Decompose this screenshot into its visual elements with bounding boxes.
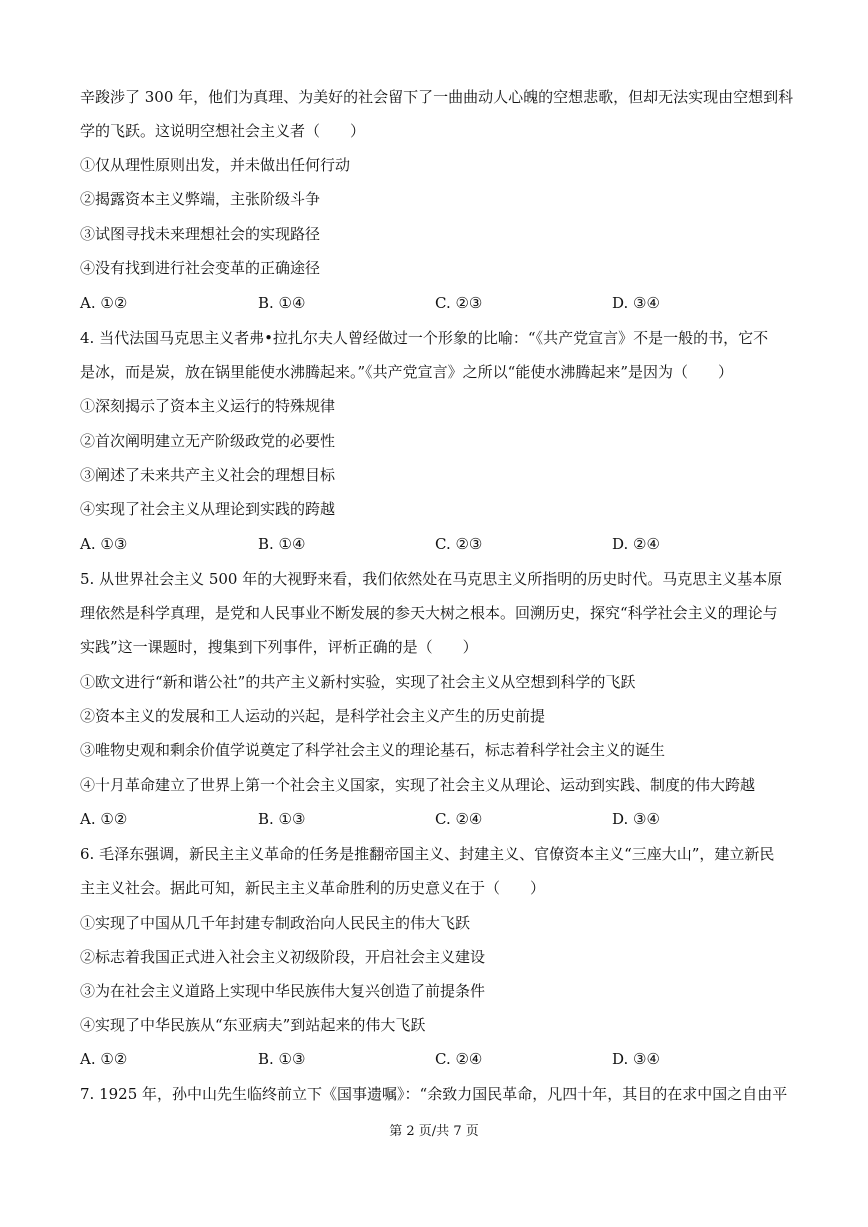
q4-stem-line: 是冰，而是炭，放在锅里能使水沸腾起来。”《共产党宣言》之所以“能使水沸腾起来”是因为（ ） [80, 363, 734, 381]
q5-option-c[interactable]: C. ②④ [435, 810, 483, 828]
q5-stem-line: 5. 从世界社会主义 500 年的大视野来看，我们依然处在马克思主义所指明的历史时代。马克思主义基本原 [80, 570, 783, 588]
q4-option-a[interactable]: A. ①③ [80, 535, 128, 553]
q5-stem-line: 理依然是科学真理，是党和人民事业不断发展的参天大树之根本。回溯历史，探究“科学社会主义的理论与 [80, 604, 778, 622]
q5-item: ②资本主义的发展和工人运动的兴起，是科学社会主义产生的历史前提 [80, 707, 546, 725]
q5-item: ③唯物史观和剩余价值学说奠定了科学社会主义的理论基石，标志着科学社会主义的诞生 [80, 741, 666, 759]
q3-options [80, 293, 792, 313]
q5-option-d[interactable]: D. ③④ [612, 810, 660, 828]
q6-stem-line: 6. 毛泽东强调，新民主主义革命的任务是推翻帝国主义、封建主义、官僚资本主义“三座大山”，建立新民 [80, 845, 775, 863]
q3-option-d[interactable]: D. ③④ [612, 294, 660, 312]
q4-option-c[interactable]: C. ②③ [435, 535, 483, 553]
q6-item: ③为在社会主义道路上实现中华民族伟大复兴创造了前提条件 [80, 982, 486, 1000]
q4-stem-line: 4. 当代法国马克思主义者弗•拉扎尔夫人曾经做过一个形象的比喻：“《共产党宣言》不是一般的书，它不 [80, 329, 769, 347]
q6-options [80, 1049, 792, 1069]
q4-item: ②首次阐明建立无产阶级政党的必要性 [80, 432, 336, 450]
q3-option-a[interactable]: A. ①② [80, 294, 128, 312]
q3-item: ④没有找到进行社会变革的正确途径 [80, 259, 321, 277]
q5-options [80, 809, 792, 829]
q3-option-b[interactable]: B. ①④ [258, 294, 306, 312]
q6-option-b[interactable]: B. ①③ [258, 1050, 306, 1068]
q6-item: ④实现了中华民族从“东亚病夫”到站起来的伟大飞跃 [80, 1016, 426, 1034]
q3-item: ③试图寻找未来理想社会的实现路径 [80, 225, 321, 243]
q6-item: ②标志着我国正式进入社会主义初级阶段，开启社会主义建设 [80, 948, 486, 966]
q6-option-d[interactable]: D. ③④ [612, 1050, 660, 1068]
q6-item: ①实现了中国从几千年封建专制政治向人民民主的伟大飞跃 [80, 914, 471, 932]
q5-item: ①欧文进行“新和谐公社”的共产主义新村实验，实现了社会主义从空想到科学的飞跃 [80, 673, 636, 691]
q4-option-d[interactable]: D. ②④ [612, 535, 660, 553]
q6-stem-line: 主主义社会。据此可知，新民主主义革命胜利的历史意义在于（ ） [80, 879, 546, 897]
page-footer: 第 2 页/共 7 页 [389, 1124, 479, 1139]
q3-item: ②揭露资本主义弊端，主张阶级斗争 [80, 190, 321, 208]
q3-item: ①仅从理性原则出发，并未做出任何行动 [80, 156, 351, 174]
q3-stem-line: 学的飞跃。这说明空想社会主义者（ ） [80, 122, 366, 140]
q6-option-a[interactable]: A. ①② [80, 1050, 128, 1068]
q4-options [80, 534, 792, 554]
q5-option-b[interactable]: B. ①③ [258, 810, 306, 828]
q5-item: ④十月革命建立了世界上第一个社会主义国家，实现了社会主义从理论、运动到实践、制度的伟大跨越 [80, 776, 756, 794]
q6-option-c[interactable]: C. ②④ [435, 1050, 483, 1068]
q3-stem-line: 辛踆涉了 300 年，他们为真理、为美好的社会留下了一曲曲动人心魄的空想悲歌，但却无法实现由空想到科 [80, 88, 794, 106]
q5-option-a[interactable]: A. ①② [80, 810, 128, 828]
q7-stem-line: 7. 1925 年，孙中山先生临终前立下《国事遗嘱》：“余致力国民革命，凡四十年，其目的在求中国之自由平 [80, 1085, 788, 1103]
q3-option-c[interactable]: C. ②③ [435, 294, 483, 312]
q4-item: ④实现了社会主义从理论到实践的跨越 [80, 500, 336, 518]
q4-item: ③阐述了未来共产主义社会的理想目标 [80, 466, 336, 484]
q5-stem-line: 实践”这一课题时，搜集到下列事件，评析正确的是（ ） [80, 638, 478, 656]
q4-item: ①深刻揭示了资本主义运行的特殊规律 [80, 397, 336, 415]
q4-option-b[interactable]: B. ①④ [258, 535, 306, 553]
